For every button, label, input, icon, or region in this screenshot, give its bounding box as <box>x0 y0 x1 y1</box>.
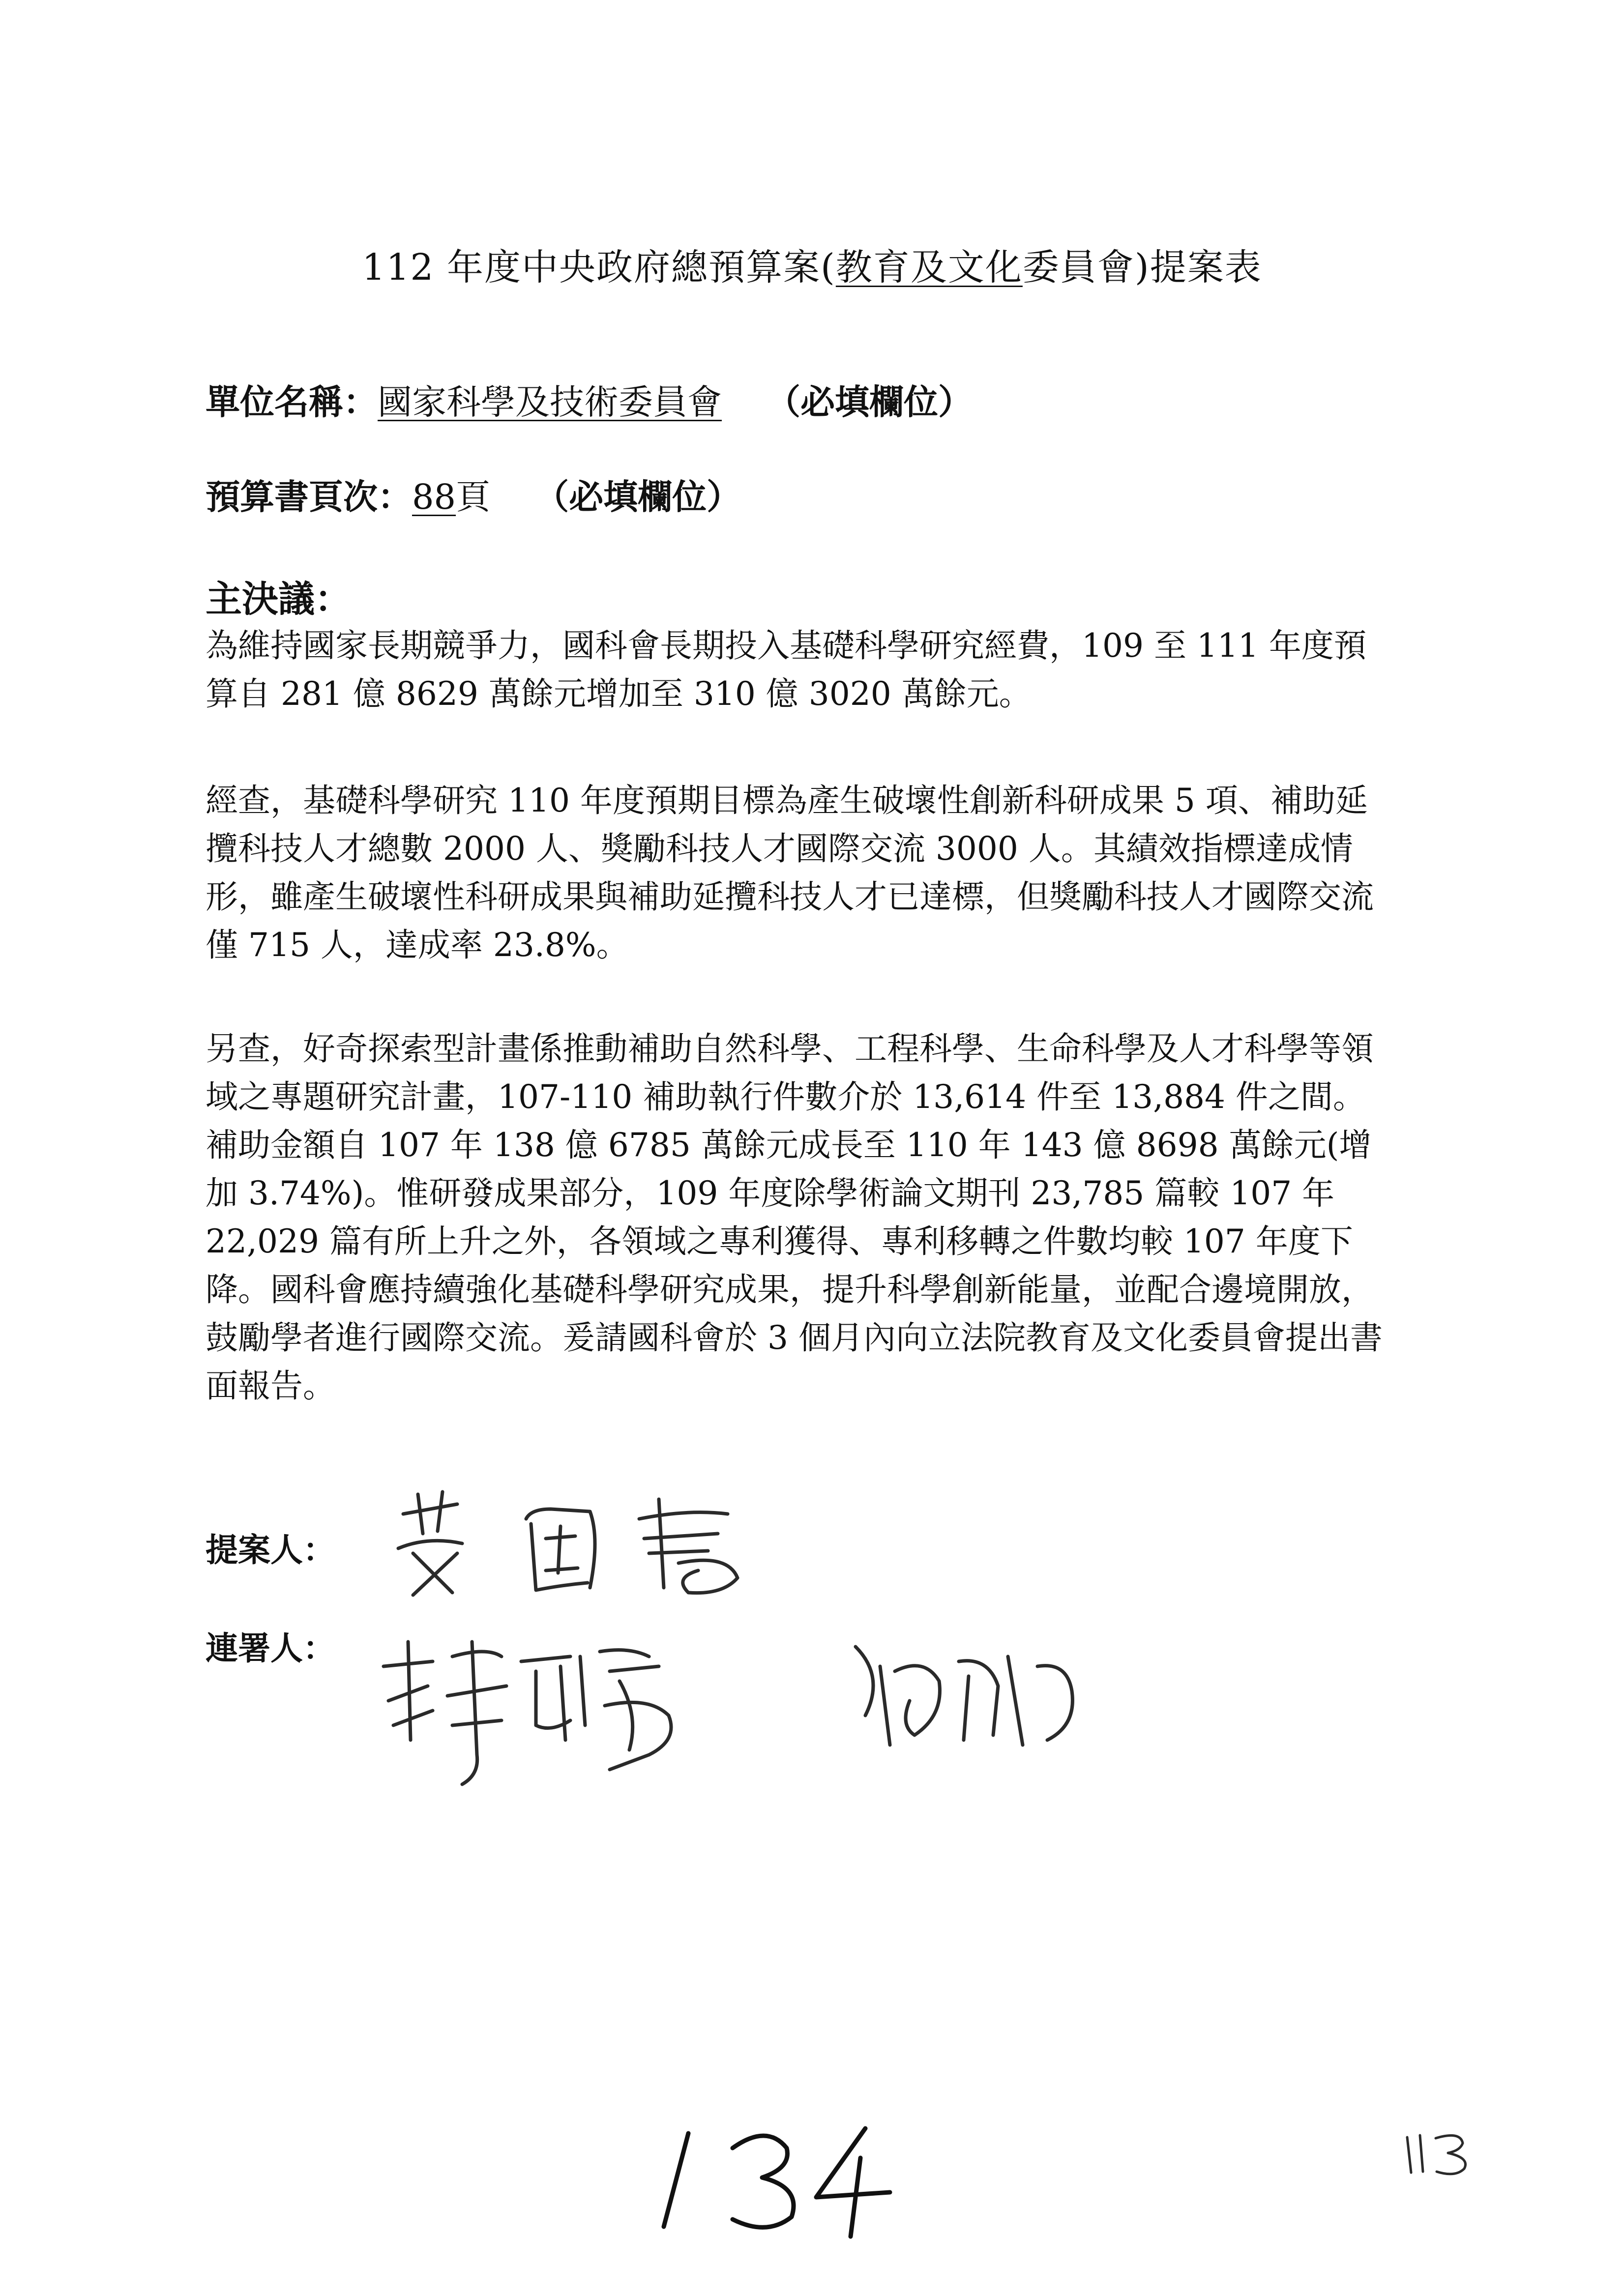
budget-page-label: 預算書頁次： <box>206 477 412 517</box>
unit-name-label: 單位名稱： <box>206 382 378 422</box>
proposer-label: 提案人： <box>206 1531 335 1569</box>
resolution-paragraph-2: 經查，基礎科學研究 110 年度預期目標為產生破壞性創新科研成果 5 項、補助延攬科技人才總數 2000 人、獎勵科技人才國際交流 3000 人。其績效指標達成情形，雖產生破壞性科研成果與補助延攬科技人才已達標，但獎勵科技人才國際交流僅 715 人，達成率 23.8%。 <box>206 782 1374 964</box>
handwritten-page-number <box>654 2114 929 2243</box>
budget-page-field <box>206 469 741 519</box>
title-suffix: 委員會)提案表 <box>1022 246 1262 289</box>
page-title <box>0 238 1624 291</box>
resolution-paragraph-3: 另查，好奇探索型計畫係推動補助自然科學、工程科學、生命科學及人才科學等領域之專題研究計畫，107-110 補助執行件數介於 13,614 件至 13,884 件之間。補助金額自 107 年 138 億 6785 萬餘元成長至 110 年 143 億 8698 萬餘元(增加 3.74%)。惟研發成果部分，109 年度除學術論文期刊 23,785 篇較 107 年 22,029 篇有所上升之外，各領域之專利獲得、專利移轉之件數均較 107 年度下降。國科會應持續強化基礎科學研究成果，提升科學創新能量，並配合邊境開放，鼓勵學者進行國際交流。爰請國科會於 3 個月內向立法院教育及文化委員會提出書面報告。 <box>206 1030 1383 1405</box>
main-resolution-heading: 主決議： <box>206 578 351 620</box>
resolution-paragraph-1: 為維持國家長期競爭力，國科會長期投入基礎科學研究經費，109 至 111 年度預算自 281 億 8629 萬餘元增加至 310 億 3020 萬餘元。 <box>206 627 1366 713</box>
unit-required-note: （必填欄位） <box>766 382 973 422</box>
unit-name-value: 國家科學及技術委員會 <box>378 382 722 422</box>
title-prefix: 112 年度中央政府總預算案( <box>362 246 836 289</box>
unit-name-field <box>206 375 973 424</box>
proposer-signature <box>384 1480 806 1602</box>
title-committee: 教育及文化 <box>835 246 1023 289</box>
handwritten-corner-number <box>1401 2128 1480 2180</box>
cosigner-signatures <box>374 1627 1160 1794</box>
budget-page-unit: 頁 <box>456 477 491 517</box>
budget-page-value: 88 <box>412 477 456 517</box>
cosigner-label: 連署人： <box>206 1629 335 1667</box>
budget-page-required-note: （必填欄位） <box>534 477 741 517</box>
